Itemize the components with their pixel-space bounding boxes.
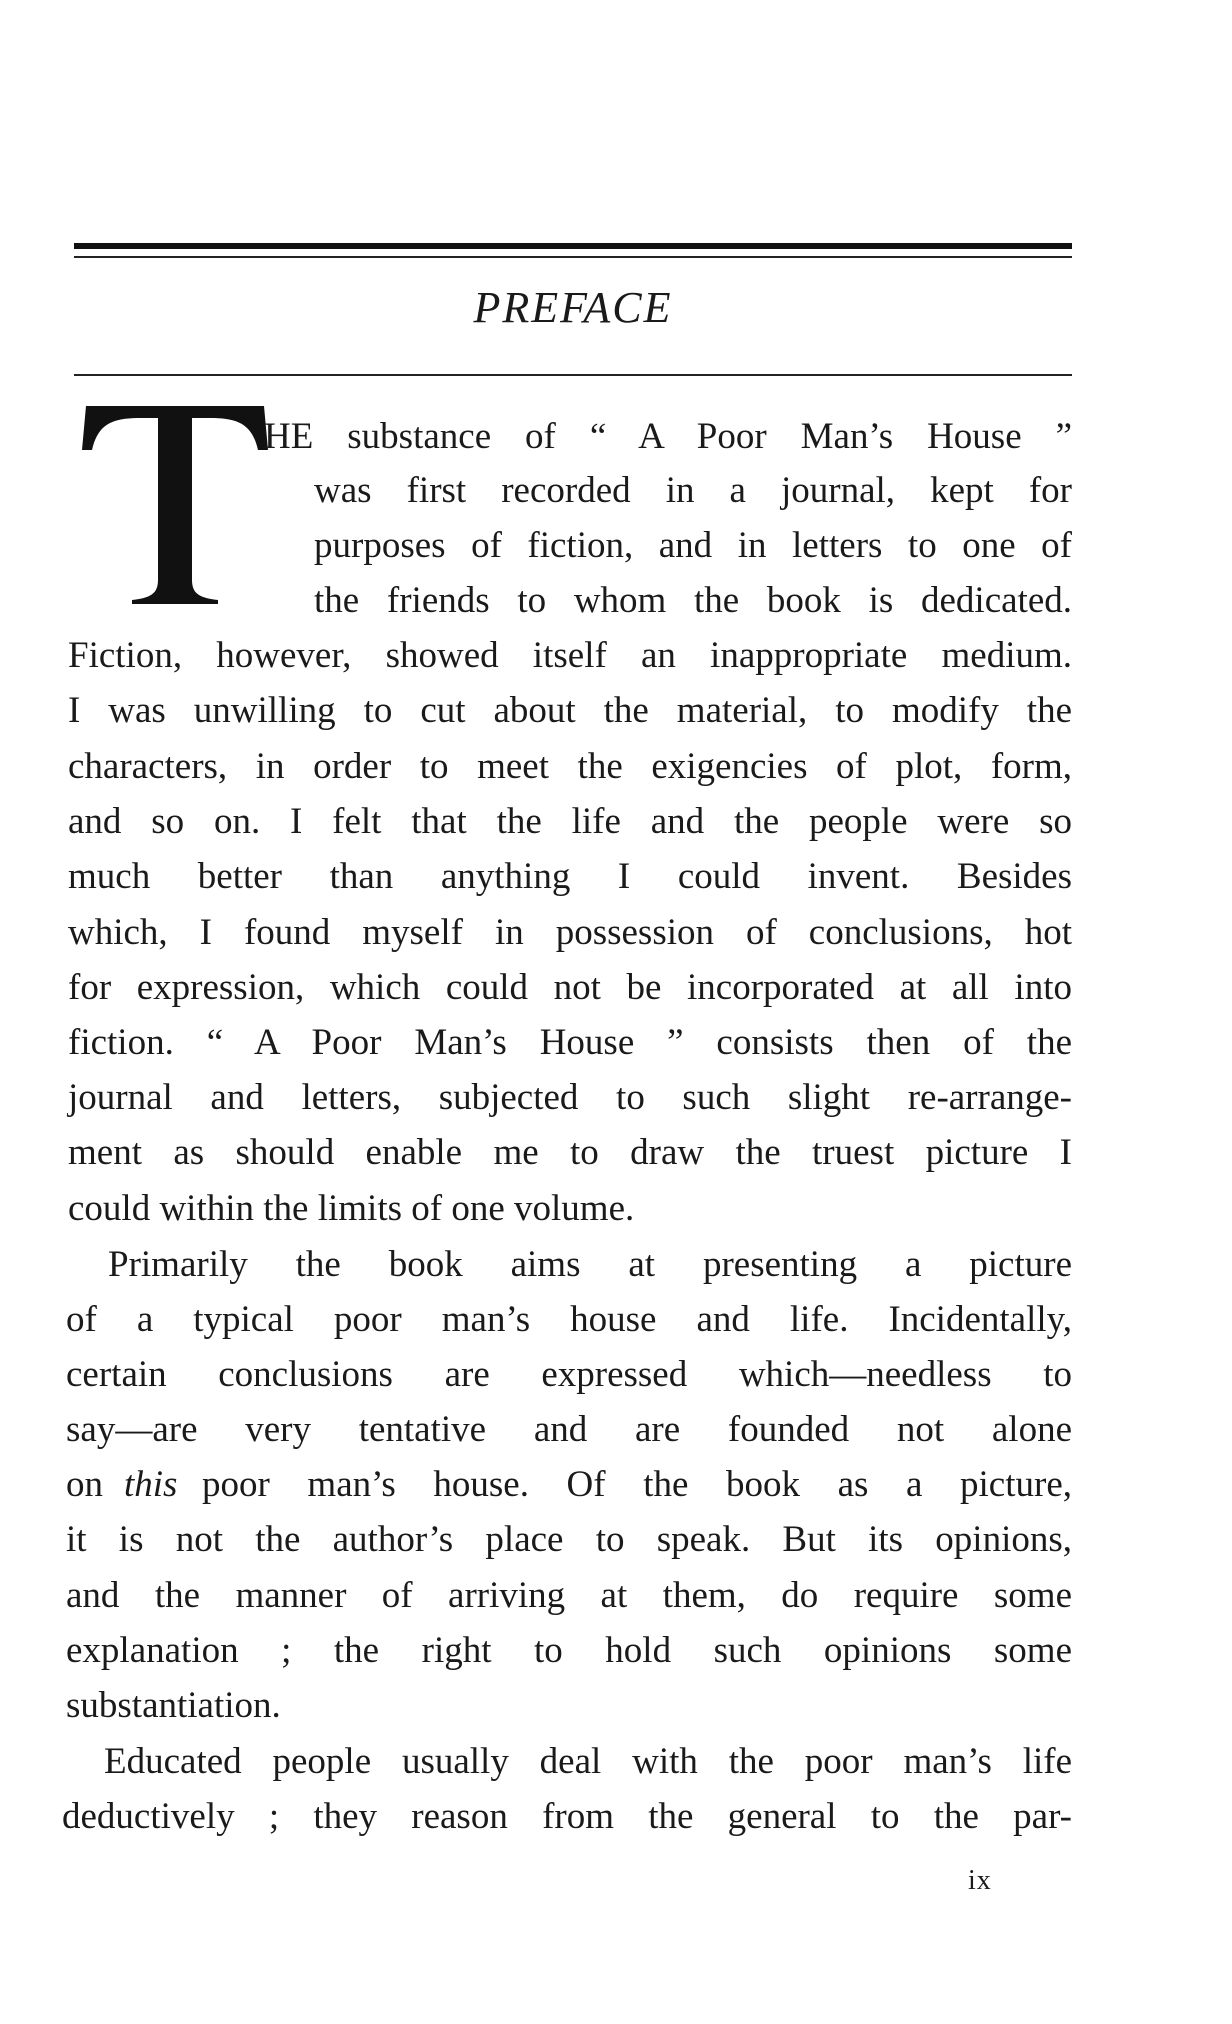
text-line: characters, in order to meet the exigencies of plot, form, [68,746,1072,787]
header-rule-thin [74,256,1072,258]
emphasis-word: this [124,1464,178,1505]
text-line: the friends to whom the book is dedicated. [314,580,1072,621]
text-line-start: on [66,1464,103,1505]
text-line: purposes of fiction, and in letters to one of [314,525,1072,566]
text-line: Fiction, however, showed itself an inappropriate medium. [68,635,1072,676]
drop-cap-letter [74,398,274,608]
text-line: and the manner of arriving at them, do require some [66,1575,1072,1616]
text-line: fiction. “ A Poor Man’s House ” consists then of the [68,1022,1072,1063]
text-line: could within the limits of one volume. [68,1188,635,1229]
text-line: of a typical poor man’s house and life. Incidentally, [66,1299,1072,1340]
text-line: much better than anything I could invent. Besides [68,856,1072,897]
text-line: poor man’s house. Of the book as a picture, [202,1464,1072,1505]
text-line: I was unwilling to cut about the material, to modify the [68,690,1072,731]
text-line: HE substance of “ A Poor Man’s House ” [264,416,1072,457]
text-line: which, I found myself in possession of conclusions, hot [68,912,1072,953]
text-line: deductively ; they reason from the general to the par- [62,1796,1072,1837]
text-line: and so on. I felt that the life and the people were so [68,801,1072,842]
text-line: journal and letters, subjected to such slight re-arrange- [68,1077,1072,1118]
text-line: substantiation. [66,1685,281,1726]
text-line: certain conclusions are expressed which—needless to [66,1354,1072,1395]
text-line: Educated people usually deal with the poor man’s life [104,1741,1072,1782]
text-line: was first recorded in a journal, kept for [314,470,1072,511]
text-line: Primarily the book aims at presenting a picture [108,1244,1072,1285]
page-title: PREFACE [473,283,673,332]
text-line: say—are very tentative and are founded not alone [66,1409,1072,1450]
text-line: it is not the author’s place to speak. But its opinions, [66,1519,1072,1560]
page-number: ix [968,1865,992,1896]
text-line: ment as should enable me to draw the truest picture I [68,1132,1072,1173]
title-rule [74,374,1072,376]
text-line: for expression, which could not be incorporated at all into [68,967,1072,1008]
text-line: explanation ; the right to hold such opinions some [66,1630,1072,1671]
header-rule-thick [74,243,1072,249]
